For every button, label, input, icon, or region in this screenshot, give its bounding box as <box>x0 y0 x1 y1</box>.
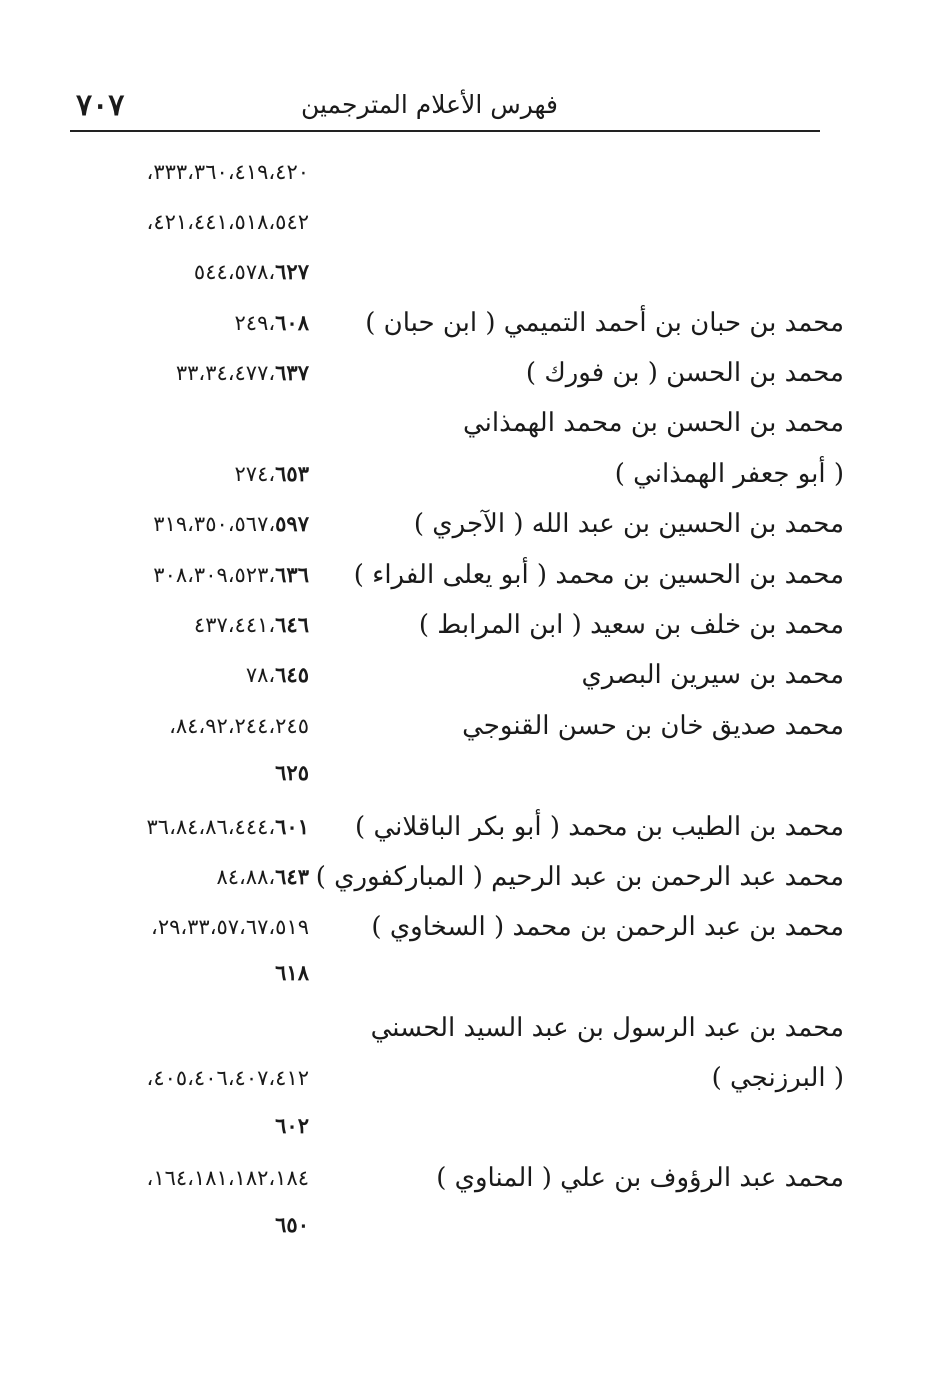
page-refs: ٣٦،٨٤،٨٦،٤٤٤، <box>146 815 276 839</box>
page-number: ٧٠٧ <box>76 88 125 123</box>
page-refs: ٣٣٣،٣٦٠،٤١٩،٤٢٠، <box>146 160 309 184</box>
entry-name: محمد بن الحسين بن عبد الله ( الآجري ) <box>413 509 844 539</box>
entry-pages <box>153 552 309 598</box>
entry-name: محمد بن الحسن ( بن فورك ) <box>525 358 844 388</box>
main-page-ref: ٦٤٦ <box>275 612 309 637</box>
entry-pages <box>176 350 309 396</box>
entry-name: محمد بن خلف بن سعيد ( ابن المرابط ) <box>418 610 844 640</box>
index-entry <box>0 199 939 245</box>
entry-pages <box>153 501 309 547</box>
main-page-ref: ٦٤٣ <box>275 864 309 889</box>
index-entry <box>0 804 939 850</box>
index-entry <box>0 750 939 796</box>
page-refs: ٣١٩،٣٥٠،٥٦٧، <box>153 512 276 536</box>
entry-pages <box>147 149 309 195</box>
index-entry <box>0 950 939 996</box>
entry-name: محمد بن الطيب بن محمد ( أبو بكر الباقلاني ) <box>355 812 844 842</box>
entry-name: محمد بن سيرين البصري <box>581 660 844 690</box>
entry-pages <box>275 1103 309 1149</box>
entry-name: محمد بن الحسين بن محمد ( أبو يعلى الفراء ) <box>353 560 844 590</box>
entry-pages <box>147 1055 309 1101</box>
entry-pages <box>194 249 309 295</box>
page-refs: ٢٩،٣٣،٥٧،٦٧،٥١٩، <box>151 915 309 939</box>
entry-pages <box>235 451 309 497</box>
entry-pages <box>235 300 309 346</box>
entry-pages <box>147 804 309 850</box>
entry-pages <box>275 950 309 996</box>
entry-name: محمد عبد الرؤوف بن علي ( المناوي ) <box>436 1163 844 1193</box>
entry-pages <box>246 652 309 698</box>
index-entry <box>0 1055 939 1101</box>
page-refs: ٤٢١،٤٤١،٥١٨،٥٤٢، <box>146 210 309 234</box>
main-page-ref: ٦٠٢ <box>275 1113 309 1138</box>
index-entry <box>0 451 939 497</box>
entry-pages <box>169 703 309 749</box>
main-page-ref: ٦٠٨ <box>275 310 309 335</box>
entry-pages <box>275 1202 309 1248</box>
entry-name: محمد بن حبان بن أحمد التميمي ( ابن حبان ) <box>365 308 844 338</box>
page-refs: ٢٧٤، <box>234 462 276 486</box>
index-entry <box>0 1202 939 1248</box>
entry-name: محمد بن عبد الرحمن بن محمد ( السخاوي ) <box>371 912 844 942</box>
main-page-ref: ٦٤٥ <box>275 662 309 687</box>
entry-pages <box>216 854 309 900</box>
running-header <box>70 88 820 132</box>
index-entry <box>0 904 939 950</box>
entry-name: ( أبو جعفر الهمذاني ) <box>614 459 844 489</box>
index-entry <box>0 854 939 900</box>
entry-name: محمد بن الحسن بن محمد الهمذاني <box>462 408 844 438</box>
page-refs: ٤٠٥،٤٠٦،٤٠٧،٤١٢، <box>146 1066 309 1090</box>
index-entry <box>0 652 939 698</box>
main-page-ref: ٦٠١ <box>275 814 309 839</box>
index-entry <box>0 1005 939 1051</box>
main-page-ref: ٥٩٧ <box>275 511 309 536</box>
index-entry <box>0 149 939 195</box>
main-page-ref: ٦٥٠ <box>275 1212 309 1237</box>
page-refs: ٧٨، <box>245 663 276 687</box>
main-page-ref: ٦٣٦ <box>275 562 309 587</box>
page-refs: ٣٣،٣٤،٤٧٧، <box>175 361 276 385</box>
main-page-ref: ٦٣٧ <box>275 360 309 385</box>
index-entry <box>0 552 939 598</box>
entry-pages <box>147 199 309 245</box>
entry-name: محمد بن عبد الرسول بن عبد السيد الحسني <box>370 1013 844 1043</box>
main-page-ref: ٦٢٧ <box>275 259 309 284</box>
index-entry <box>0 300 939 346</box>
page-refs: ٣٠٨،٣٠٩،٥٢٣، <box>153 563 276 587</box>
page-refs: ٨٤،٩٢،٢٤٤،٢٤٥، <box>169 714 309 738</box>
page-refs: ٥٤٤،٥٧٨، <box>193 260 276 284</box>
index-entry <box>0 501 939 547</box>
entry-name: محمد صديق خان بن حسن القنوجي <box>462 711 844 741</box>
page-refs: ٤٣٧،٤٤١، <box>193 613 276 637</box>
index-entry <box>0 1155 939 1201</box>
index-entry <box>0 400 939 446</box>
entry-pages <box>275 750 309 796</box>
main-page-ref: ٦١٨ <box>275 960 309 985</box>
page-refs: ٨٤،٨٨، <box>216 865 276 889</box>
running-title: فهرس الأعلام المترجمين <box>300 90 558 119</box>
main-page-ref: ٦٢٥ <box>275 760 309 785</box>
entry-pages <box>147 1155 309 1201</box>
main-page-ref: ٦٥٣ <box>275 461 309 486</box>
entry-name: محمد عبد الرحمن بن عبد الرحيم ( المباركفوري ) <box>315 862 844 892</box>
page-refs: ٢٤٩، <box>234 311 276 335</box>
index-entry <box>0 249 939 295</box>
index-entry <box>0 350 939 396</box>
index-entry <box>0 703 939 749</box>
page-refs: ١٦٤،١٨١،١٨٢،١٨٤، <box>146 1166 309 1190</box>
entry-pages <box>194 602 309 648</box>
entry-name: ( البرزنجي ) <box>711 1063 844 1093</box>
index-entry <box>0 1103 939 1149</box>
index-entry <box>0 602 939 648</box>
entry-pages <box>151 904 309 950</box>
